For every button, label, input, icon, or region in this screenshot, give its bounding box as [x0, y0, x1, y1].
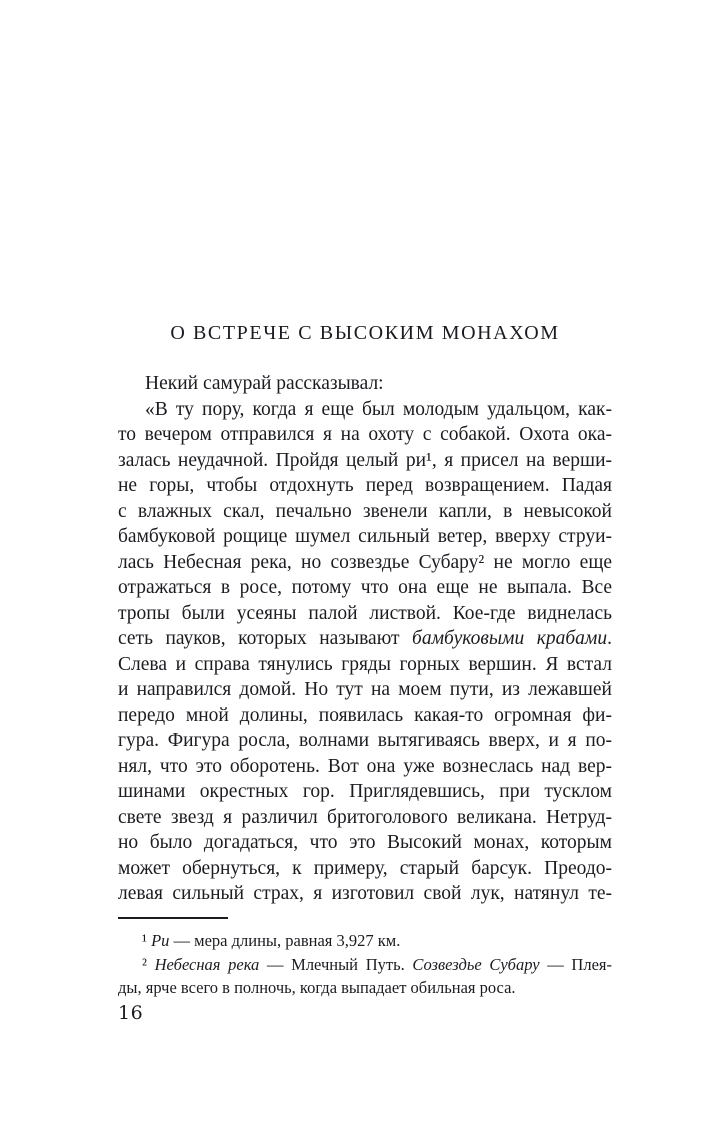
- text-line: то вечером отправился я на охоту с собакой. Охота ока-: [118, 424, 612, 445]
- text-line: не горы, чтобы отдохнуть перед возвращением. Падая: [118, 475, 612, 496]
- body-text: [118, 371, 612, 907]
- footnotes: [118, 929, 612, 1000]
- text-line: «В ту пору, когда я еще был молодым удальцом, как-: [145, 398, 612, 420]
- text-line: Некий самурай рассказывал:: [145, 373, 384, 394]
- page-number: 16: [118, 1002, 144, 1024]
- chapter-title: О ВСТРЕЧЕ С ВЫСОКИМ МОНАХОМ: [170, 322, 560, 344]
- footnote-line: ды, ярче всего в полночь, когда выпадает обильная роса.: [118, 978, 516, 997]
- text-line: но было догадаться, что это Высокий монах, которым: [118, 832, 612, 853]
- text-line: шинами окрестных гор. Приглядевшись, при тусклом: [118, 781, 612, 802]
- text-line: залась неудачной. Пройдя целый ри¹, я присел на верши-: [118, 449, 612, 471]
- text-line: передо мной долины, появилась какая-то огромная фи-: [118, 704, 612, 726]
- text-line: левая сильный страх, я изготовил свой лук, натянул те-: [118, 883, 612, 904]
- footnote-line: ² Небесная река — Млечный Путь. Созвездье Субару — Плея-: [142, 954, 612, 974]
- text-column: [118, 0, 612, 1122]
- text-line: нял, что это оборотень. Вот она уже вознеслась над вер-: [118, 755, 612, 777]
- text-line: с влажных скал, печально звенели капли, в невысокой: [118, 500, 612, 522]
- text-line: свете звезд я различил бритоголового великана. Нетруд-: [118, 806, 612, 828]
- footnote-separator: [118, 917, 228, 919]
- text-line: гура. Фигура росла, волнами вытягиваясь вверх, и я по-: [118, 730, 612, 751]
- text-line: лась Небесная река, но созвездье Субару² не могло еще: [118, 551, 612, 573]
- text-line: отражаться в росе, потому что она еще не выпала. Все: [118, 577, 612, 598]
- text-line: тропы были усеяны палой листвой. Кое-где виднелась: [118, 602, 612, 624]
- text-line: бамбуковой рощице шумел сильный ветер, вверху струи-: [118, 526, 612, 547]
- text-line: Слева и справа тянулись гряды горных вершин. Я встал: [118, 653, 612, 675]
- text-line: сеть пауков, которых называют бамбуковыми крабами.: [118, 628, 612, 649]
- footnote-line: ¹ Ри — мера длины, равная 3,927 км.: [142, 931, 401, 950]
- text-line: может обернуться, к примеру, старый барсук. Преодо-: [118, 857, 612, 879]
- text-line: и направился домой. Но тут на моем пути, из лежавшей: [118, 679, 612, 700]
